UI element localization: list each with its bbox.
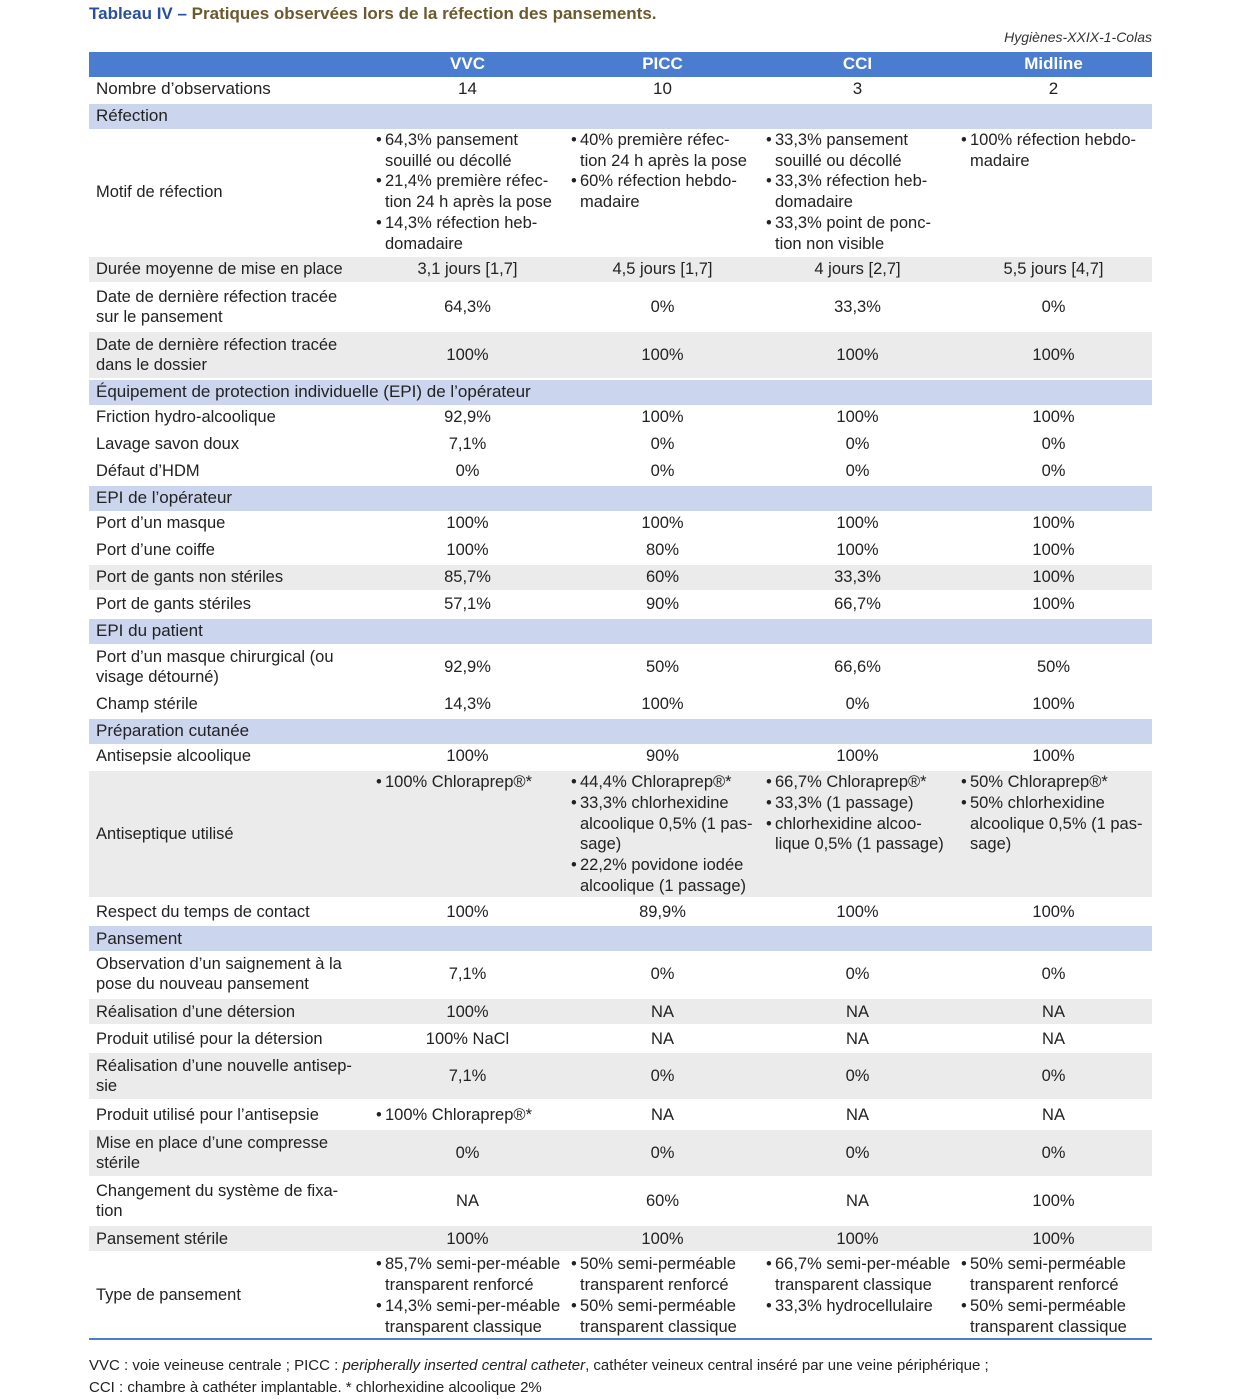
list-item: • 50% semi-perméable transparent classique (961, 1296, 1148, 1337)
cell-midline: 50% (955, 644, 1152, 691)
header-row (89, 52, 1152, 77)
cell-midline: NA (955, 1100, 1152, 1129)
table-row (89, 1025, 1152, 1052)
header-midline: Midline (955, 52, 1152, 77)
source-reference: Hygiènes-XXIX-1-Colas (1004, 29, 1152, 45)
row-label: Nombre d’observations (89, 77, 370, 103)
table-row (89, 1177, 1152, 1225)
cell-picc: 4,5 jours [1,7] (565, 256, 760, 283)
row-label: Port d’une coiffe (89, 537, 370, 564)
footnote-text: , cathéter veineux central inséré par une veine périphérique ; (585, 1357, 989, 1374)
cell-cci (760, 129, 955, 256)
list-item: • 14,3% semi-per-méable transparent classique (376, 1296, 561, 1337)
section-title: EPI de l’opérateur (89, 485, 1152, 511)
list-item: • 33,3% (1 passage) (766, 793, 951, 814)
list-item: • 33,3% point de ponc-tion non visible (766, 213, 951, 254)
footnote (89, 1355, 1159, 1399)
list-item: • 50% semi-perméable transparent renforcé (961, 1254, 1148, 1295)
cell-cci: 0% (760, 431, 955, 458)
row-label: Port de gants non stériles (89, 564, 370, 591)
table-row (89, 951, 1152, 998)
list-item: • 60% réfection hebdo-madaire (571, 171, 756, 212)
table-row (89, 998, 1152, 1025)
row-label: Respect du temps de contact (89, 898, 370, 925)
contact-row (89, 898, 1152, 925)
row-label: Date de dernière réfection tracée dans le dossier (89, 331, 370, 379)
header-empty (89, 52, 370, 77)
cell-vvc: 100% (370, 998, 565, 1025)
cell-vvc: 3,1 jours [1,7] (370, 256, 565, 283)
list-item: • 33,3% hydrocellulaire (766, 1296, 951, 1317)
cell-cci: 0% (760, 691, 955, 718)
table-title (89, 4, 657, 24)
cell-vvc: 100% NaCl (370, 1025, 565, 1052)
section-title: EPI du patient (89, 618, 1152, 644)
practices-table (89, 52, 1152, 1340)
cell-midline: 0% (955, 951, 1152, 998)
cell-picc: 89,9% (565, 898, 760, 925)
cell-cci: 100% (760, 405, 955, 431)
row-label: Antiseptique utilisé (89, 770, 370, 898)
cell-cci: 100% (760, 1225, 955, 1252)
cell-picc: 0% (565, 951, 760, 998)
list-item: • 50% semi-perméable transparent renforcé (571, 1254, 756, 1295)
list-item: • 33,3% réfection heb-domadaire (766, 171, 951, 212)
cell-cci: 66,6% (760, 644, 955, 691)
row-label: Observation d’un saignement à la pose du nouveau pansement (89, 951, 370, 998)
section-title: Préparation cutanée (89, 718, 1152, 744)
table-row (89, 458, 1152, 485)
section-title: Réfection (89, 103, 1152, 129)
footnote-italic: peripherally inserted central catheter (342, 1357, 586, 1374)
row-label: Changement du système de fixa-tion (89, 1177, 370, 1225)
cell-picc: 60% (565, 1177, 760, 1225)
observations-row (89, 77, 1152, 103)
cell-picc: 0% (565, 1052, 760, 1100)
list-item: • 100% Chloraprep®* (376, 772, 561, 793)
row-label: Friction hydro-alcoolique (89, 405, 370, 431)
cell-cci: 100% (760, 537, 955, 564)
cell-vvc: 100% (370, 537, 565, 564)
cell-midline: 100% (955, 511, 1152, 537)
cell-midline: 100% (955, 331, 1152, 379)
cell-vvc: 7,1% (370, 1052, 565, 1100)
cell-vvc: 7,1% (370, 431, 565, 458)
cell-midline: 0% (955, 1129, 1152, 1177)
cell-midline: NA (955, 1025, 1152, 1052)
cell-picc: 50% (565, 644, 760, 691)
cell-picc: 10 (565, 77, 760, 103)
cell-cci: 3 (760, 77, 955, 103)
cell-cci: 100% (760, 744, 955, 770)
cell-midline: 0% (955, 283, 1152, 331)
list-item: • 85,7% semi-per-méable transparent renforcé (376, 1254, 561, 1295)
section-epi-operator (89, 485, 1152, 511)
cell-cci: NA (760, 1100, 955, 1129)
cell-vvc (370, 770, 565, 898)
header-cci: CCI (760, 52, 955, 77)
table-row (89, 644, 1152, 691)
table-row (89, 691, 1152, 718)
cell-midline (955, 1252, 1152, 1339)
cell-vvc: 92,9% (370, 405, 565, 431)
cell-picc: NA (565, 1100, 760, 1129)
cell-picc: 100% (565, 511, 760, 537)
cell-cci: 0% (760, 1129, 955, 1177)
cell-picc: NA (565, 1025, 760, 1052)
list-item: • 21,4% première réfec-tion 24 h après la pose (376, 171, 561, 212)
cell-vvc: 14 (370, 77, 565, 103)
cell-vvc: 14,3% (370, 691, 565, 718)
antisepsie-alcoolique-row (89, 744, 1152, 770)
row-label: Durée moyenne de mise en place (89, 256, 370, 283)
cell-picc: 100% (565, 1225, 760, 1252)
cell-cci: 66,7% (760, 591, 955, 618)
cell-midline: 0% (955, 431, 1152, 458)
footnote-text: CCI : chambre à cathéter implantable. * chlorhexidine alcoolique 2% (89, 1379, 542, 1396)
row-label: Défaut d’HDM (89, 458, 370, 485)
cell-midline: 2 (955, 77, 1152, 103)
cell-picc: 0% (565, 283, 760, 331)
list-item: • chlorhexidine alcoo-lique 0,5% (1 passage) (766, 814, 951, 855)
cell-picc: 90% (565, 591, 760, 618)
header-vvc: VVC (370, 52, 565, 77)
cell-midline: 5,5 jours [4,7] (955, 256, 1152, 283)
cell-vvc: 100% (370, 1225, 565, 1252)
cell-picc (565, 1252, 760, 1339)
cell-picc: 90% (565, 744, 760, 770)
cell-cci: 100% (760, 511, 955, 537)
table-row (89, 1225, 1152, 1252)
row-label: Port d’un masque (89, 511, 370, 537)
cell-picc: 80% (565, 537, 760, 564)
table-row (89, 431, 1152, 458)
cell-cci: NA (760, 1177, 955, 1225)
cell-vvc: 64,3% (370, 283, 565, 331)
section-title: Pansement (89, 925, 1152, 951)
cell-midline: NA (955, 998, 1152, 1025)
cell-vvc: 0% (370, 458, 565, 485)
row-label: Type de pansement (89, 1252, 370, 1339)
section-title: Équipement de protection individuelle (EPI) de l’opérateur (89, 379, 1152, 405)
list-item: • 66,7% Chloraprep®* (766, 772, 951, 793)
cell-cci: NA (760, 998, 955, 1025)
row-label: Réalisation d’une détersion (89, 998, 370, 1025)
row-label: Champ stérile (89, 691, 370, 718)
section-refection (89, 103, 1152, 129)
list-item: • 66,7% semi-per-méable transparent classique (766, 1254, 951, 1295)
cell-cci (760, 770, 955, 898)
cell-vvc: 57,1% (370, 591, 565, 618)
header-picc: PICC (565, 52, 760, 77)
cell-midline: 100% (955, 591, 1152, 618)
cell-vvc: 7,1% (370, 951, 565, 998)
row-label: Produit utilisé pour la détersion (89, 1025, 370, 1052)
cell-midline: 100% (955, 1177, 1152, 1225)
cell-cci: 0% (760, 1052, 955, 1100)
table-row (89, 511, 1152, 537)
row-label: Motif de réfection (89, 129, 370, 256)
cell-midline: 100% (955, 691, 1152, 718)
row-label: Pansement stérile (89, 1225, 370, 1252)
cell-vvc: NA (370, 1177, 565, 1225)
cell-vvc: 100% (370, 898, 565, 925)
list-item: • 50% semi-perméable transparent classique (571, 1296, 756, 1337)
cell-picc: 0% (565, 431, 760, 458)
cell-vvc: 0% (370, 1129, 565, 1177)
list-item: • 64,3% pansement souillé ou décollé (376, 130, 561, 171)
list-item: • 33,3% pansement souillé ou décollé (766, 130, 951, 171)
cell-vvc (370, 129, 565, 256)
cell-midline (955, 770, 1152, 898)
row-label: Port d’un masque chirurgical (ou visage détourné) (89, 644, 370, 691)
cell-picc: 0% (565, 1129, 760, 1177)
cell-midline: 100% (955, 537, 1152, 564)
cell-vvc: 85,7% (370, 564, 565, 591)
row-label: Port de gants stériles (89, 591, 370, 618)
cell-cci: 33,3% (760, 564, 955, 591)
list-item: • 22,2% povidone iodée alcoolique (1 passage) (571, 855, 756, 896)
table-row (89, 331, 1152, 379)
table-caption: Pratiques observées lors de la réfection des pansements. (191, 4, 657, 23)
section-preparation (89, 718, 1152, 744)
section-epi-patient (89, 618, 1152, 644)
list-item: • 44,4% Chloraprep®* (571, 772, 756, 793)
cell-midline: 100% (955, 898, 1152, 925)
cell-vvc: 100% (370, 331, 565, 379)
cell-picc: NA (565, 998, 760, 1025)
table-row (89, 591, 1152, 618)
cell-midline: 100% (955, 1225, 1152, 1252)
produit-antisepsie-row (89, 1100, 1152, 1129)
motif-row (89, 129, 1152, 256)
cell-picc: 100% (565, 331, 760, 379)
cell-picc: 60% (565, 564, 760, 591)
cell-picc: 0% (565, 458, 760, 485)
cell-cci: 0% (760, 458, 955, 485)
antiseptique-row (89, 770, 1152, 898)
table-row (89, 283, 1152, 331)
list-item: • 100% réfection hebdo-madaire (961, 130, 1148, 171)
cell-midline: 100% (955, 744, 1152, 770)
row-label: Date de dernière réfection tracée sur le pansement (89, 283, 370, 331)
list-item: • 50% Chloraprep®* (961, 772, 1148, 793)
row-label: Produit utilisé pour l’antisepsie (89, 1100, 370, 1129)
row-label: Réalisation d’une nouvelle antisep-sie (89, 1052, 370, 1100)
list-item: • 40% première réfec-tion 24 h après la pose (571, 130, 756, 171)
cell-vvc (370, 1252, 565, 1339)
cell-cci: 100% (760, 898, 955, 925)
cell-vvc: 100% (370, 744, 565, 770)
footnote-text: VVC : voie veineuse centrale ; PICC : (89, 1357, 343, 1374)
cell-cci: 33,3% (760, 283, 955, 331)
section-epi-hands (89, 379, 1152, 405)
cell-picc: 100% (565, 691, 760, 718)
table-row (89, 405, 1152, 431)
list-item: • 100% Chloraprep®* (376, 1105, 561, 1126)
list-item: • 33,3% chlorhexidine alcoolique 0,5% (1 pas-sage) (571, 793, 756, 855)
table-row (89, 564, 1152, 591)
cell-midline: 100% (955, 564, 1152, 591)
row-label: Antisepsie alcoolique (89, 744, 370, 770)
cell-vvc (370, 1100, 565, 1129)
cell-midline: 0% (955, 458, 1152, 485)
cell-cci: NA (760, 1025, 955, 1052)
cell-midline (955, 129, 1152, 256)
cell-cci: 4 jours [2,7] (760, 256, 955, 283)
table-number: Tableau IV – (89, 4, 192, 23)
list-item: • 14,3% réfection heb-domadaire (376, 213, 561, 254)
cell-picc: 100% (565, 405, 760, 431)
cell-cci (760, 1252, 955, 1339)
table-row (89, 1052, 1152, 1100)
table-row (89, 537, 1152, 564)
row-label: Mise en place d’une compresse stérile (89, 1129, 370, 1177)
cell-cci: 100% (760, 331, 955, 379)
cell-vvc: 100% (370, 511, 565, 537)
cell-midline: 100% (955, 405, 1152, 431)
cell-midline: 0% (955, 1052, 1152, 1100)
table-row (89, 1129, 1152, 1177)
cell-picc (565, 129, 760, 256)
list-item: • 50% chlorhexidine alcoolique 0,5% (1 pas-sage) (961, 793, 1148, 855)
cell-cci: 0% (760, 951, 955, 998)
cell-vvc: 92,9% (370, 644, 565, 691)
cell-picc (565, 770, 760, 898)
type-pansement-row (89, 1252, 1152, 1339)
row-label: Lavage savon doux (89, 431, 370, 458)
section-pansement (89, 925, 1152, 951)
table-row (89, 256, 1152, 283)
